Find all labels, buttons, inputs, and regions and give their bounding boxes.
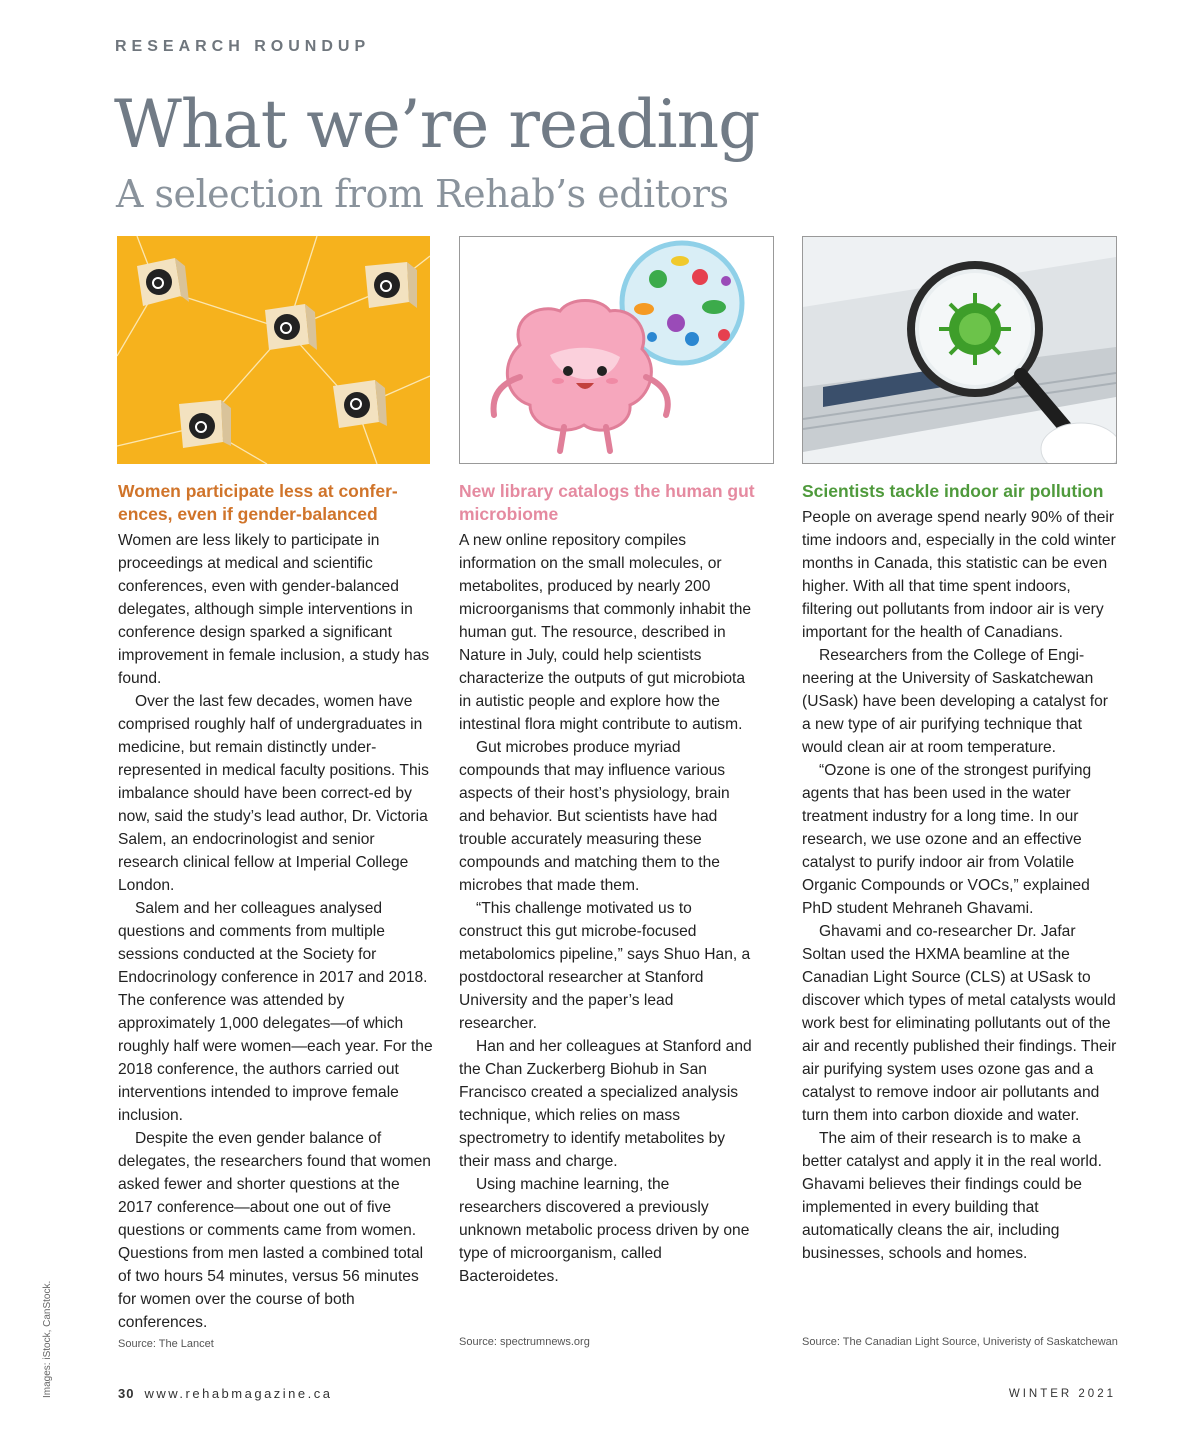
article-paragraph: Ghavami and co-researcher Dr. Jafar Soltan used the HXMA beamline at the Canadian Light Source (CLS) at USask to discover which types of metal catalysts would work best for eliminating pollutants out of the air and recently published their findings. Their air purifying system uses ozone gas and a catalyst to remove indoor air pollutants and turn them into carbon dioxide and water. — [802, 923, 1117, 1124]
article-source: Source: The Lancet — [118, 1338, 214, 1350]
page-title: What we’re reading — [114, 86, 760, 163]
article-paragraph: “Ozone is one of the strongest purifying agents that has been used in the water treatment industry for a long time. In our research, we use ozone and an effective catalyst to purify indoor air from Volatile Organic Compounds or VOCs,” explained PhD student Mehraneh Ghavami. — [802, 762, 1092, 917]
article-paragraph: Researchers from the College of Engi-neering at the University of Saskatchewan (USask) have been developing a catalyst for a new type of air purifying technique that would clean air at room temperature. — [802, 647, 1108, 756]
article-paragraph: “This challenge motivated us to construct this gut microbe-focused metabolomics pipeline,” says Shuo Han, a postdoctoral researcher at Stanford University and the paper’s lead researcher. — [459, 900, 751, 1032]
gender-cubes-icon — [117, 236, 430, 464]
article-column-1 — [118, 480, 434, 1334]
page-subtitle: A selection from Rehab’s editors — [116, 172, 729, 216]
article-column-2 — [459, 480, 755, 1288]
article-source: Source: spectrumnews.org — [459, 1336, 590, 1348]
article-paragraph: Salem and her colleagues analysed questions and comments from multiple sessions conducted at the Society for Endocrinology conference in 2017 and 2018. The conference was attended by approximately 1,000 delegates—of which roughly half were women—each year. For the 2018 conference, the authors carried out interventions intended to improve female inclusion. — [118, 900, 433, 1124]
magnifier-icon — [803, 237, 1116, 463]
gut-icon — [460, 237, 773, 463]
article-paragraph: Over the last few decades, women have comprised roughly half of undergraduates in medicine, but remain distinctly under-represented in medical faculty positions. This imbalance should have been correct-ed by now, said the study’s lead author, Dr. Victoria Salem, an endocrinologist and senior research clinical fellow at Imperial College London. — [118, 693, 429, 894]
gut-microbiome-illustration — [459, 236, 774, 464]
section-kicker: RESEARCH ROUNDUP — [115, 38, 371, 55]
page-footer — [118, 1386, 333, 1401]
article-paragraph: The aim of their research is to make a better catalyst and apply it in the real world. Ghavami believes their findings could be implemented in every building that automatically cleans the air, including businesses, schools and homes. — [802, 1130, 1102, 1262]
article-headline: New library catalogs the human gut microbiome — [459, 481, 755, 524]
article-source: Source: The Canadian Light Source, Univeristy of Saskatchewan — [802, 1336, 1118, 1348]
article-paragraph: Gut microbes produce myriad compounds that may influence various aspects of their host’s physiology, brain and behavior. But scientists have had trouble accurately measuring these compounds and matching them to the microbes that made them. — [459, 739, 730, 894]
article-paragraph: Han and her colleagues at Stanford and the Chan Zuckerberg Biohub in San Francisco created a specialized analysis technique, which relies on mass spectrometry to identify metabolites by their mass and charge. — [459, 1038, 752, 1170]
page-number: 30 — [118, 1386, 135, 1401]
article-paragraph: Despite the even gender balance of delegates, the researchers found that women asked fewer and shorter questions at the 2017 conference—about one out of five questions or comments came from women. Questions from men lasted a combined total of two hours 54 minutes, versus 56 minutes for women over the course of both conferences. — [118, 1130, 431, 1331]
article-headline: Scientists tackle indoor air pollution — [802, 481, 1104, 501]
indoor-air-photo — [802, 236, 1117, 464]
article-paragraph: People on average spend nearly 90% of their time indoors and, especially in the cold winter months in Canada, this statistic can be even higher. With all that time spent indoors, filtering out pollutants from indoor air is very important for the health of Canadians. — [802, 509, 1116, 641]
gender-cubes-photo — [117, 236, 430, 464]
website-link[interactable]: www.rehabmagazine.ca — [144, 1386, 333, 1401]
article-column-3 — [802, 480, 1120, 1265]
article-paragraph: Women are less likely to participate in proceedings at medical and scientific conferences, even with gender-balanced delegates, although simple interventions in conference design sparked a significant improvement in female inclusion, a study has found. — [118, 532, 430, 687]
issue-label: WINTER 2021 — [1008, 1388, 1116, 1400]
image-credit: Images: iStock, CanStock. — [42, 1280, 53, 1398]
article-headline: Women participate less at confer-ences, even if gender-balanced — [118, 481, 398, 524]
article-paragraph: Using machine learning, the researchers discovered a previously unknown metabolic process driven by one type of microorganism, called Bacteroidetes. — [459, 1176, 750, 1285]
article-paragraph: A new online repository compiles information on the small molecules, or metabolites, produced by nearly 200 microorganisms that commonly inhabit the human gut. The resource, described in Nature in July, could help scientists characterize the outputs of gut microbiota in autistic people and explore how the intestinal flora might contribute to autism. — [459, 532, 752, 733]
